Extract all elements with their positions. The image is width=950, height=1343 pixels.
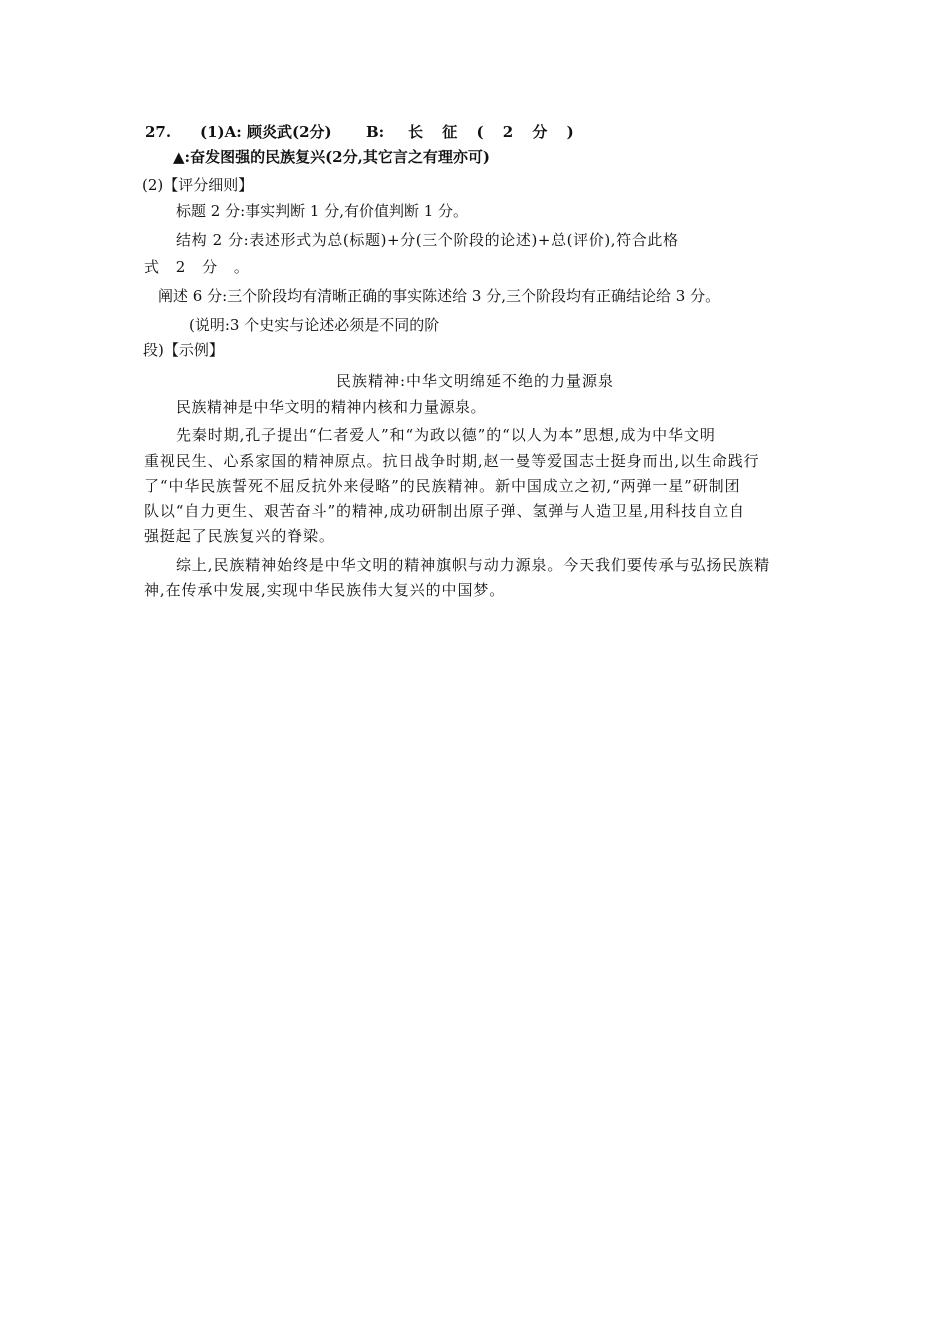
essay-body-line: 强挺起了民族复兴的脊梁。 bbox=[144, 527, 335, 545]
rubric-structure-rule: 结构 2 分:表述形式为总(标题)+分(三个阶段的论述)+总(评价),符合此格 bbox=[176, 231, 679, 249]
essay-intro: 民族精神是中华文明的精神内核和力量源泉。 bbox=[176, 398, 487, 416]
answer-a: 顾炎武(2分) bbox=[247, 123, 332, 141]
part2-heading: (2)【评分细则】 bbox=[142, 176, 254, 194]
rubric-note: (说明:3 个史实与论述必须是不同的阶 bbox=[189, 316, 440, 334]
essay-conclusion-line: 综上,民族精神始终是中华文明的精神旗帜与动力源泉。今天我们要传承与弘扬民族精 bbox=[176, 556, 770, 574]
essay-body-line: 了“中华民族誓死不屈反抗外来侵略”的民族精神。新中国成立之初,“两弹一星”研制团 bbox=[144, 477, 741, 495]
essay-body-line: 先秦时期,孔子提出“仁者爱人”和“为政以德”的“以人为本”思想,成为中华文明 bbox=[176, 426, 716, 444]
part1-a-label: (1)A: bbox=[200, 123, 242, 141]
triangle-answer: ▲:奋发图强的民族复兴(2分,其它言之有理亦可) bbox=[173, 148, 490, 166]
b-label: B: bbox=[366, 123, 385, 141]
essay-conclusion-line: 神,在传承中发展,实现中华民族伟大复兴的中国梦。 bbox=[144, 581, 506, 599]
question-number: 27. bbox=[145, 123, 172, 141]
rubric-structure-rule-cont: 式 2 分 。 bbox=[144, 258, 255, 276]
essay-body-line: 队以“自力更生、艰苦奋斗”的精神,成功研制出原子弹、氢弹与人造卫星,用科技自立自 bbox=[144, 502, 745, 520]
answer-b: 长 征 ( 2 分 ) bbox=[408, 123, 581, 141]
essay-title: 民族精神:中华文明绵延不绝的力量源泉 bbox=[335, 372, 615, 390]
essay-body-line: 重视民生、心系家国的精神原点。抗日战争时期,赵一曼等爱国志士挺身而出,以生命践行 bbox=[144, 452, 760, 470]
rubric-note-cont: 段)【示例】 bbox=[143, 341, 224, 359]
rubric-title-rule: 标题 2 分:事实判断 1 分,有价值判断 1 分。 bbox=[176, 202, 469, 220]
rubric-elaboration-rule: 阐述 6 分:三个阶段均有清晰正确的事实陈述给 3 分,三个阶段均有正确结论给 3 分。 bbox=[158, 287, 721, 305]
